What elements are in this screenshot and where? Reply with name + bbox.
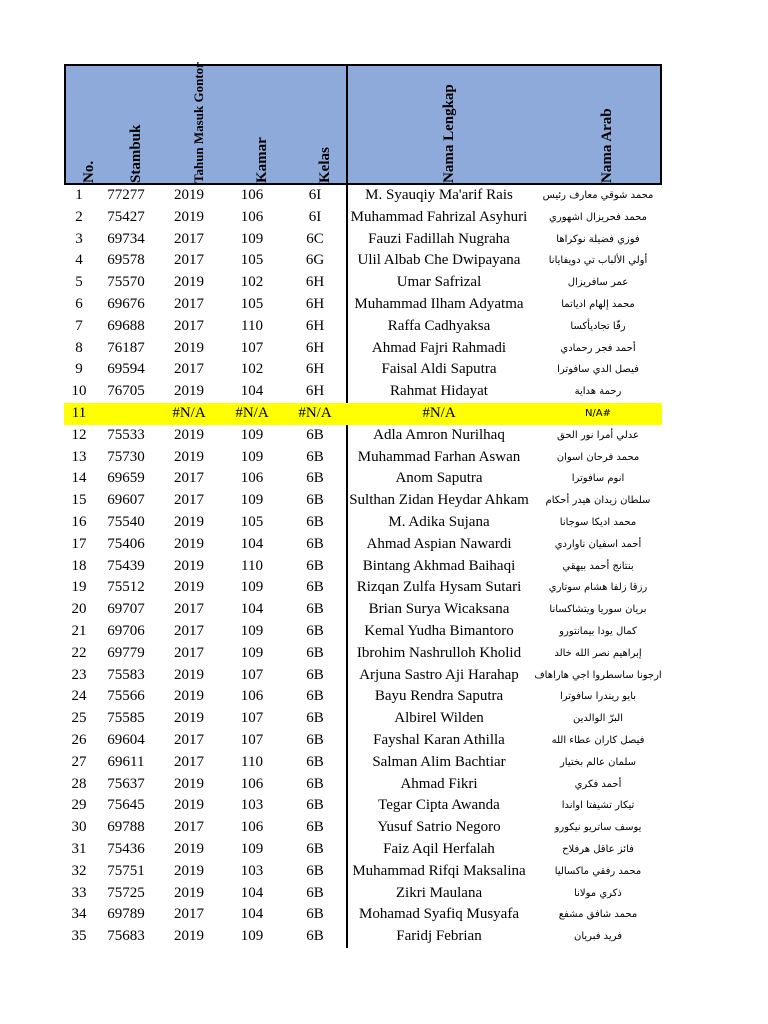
cell-nama: Muhammad Rifqi Maksalina: [352, 862, 526, 879]
cell-arab: محمد فرحان اسوان: [556, 451, 640, 463]
table-body: [64, 185, 662, 948]
cell-no: 29: [71, 797, 87, 814]
cell-kamar: 104: [240, 906, 264, 923]
cell-kelas: 6H: [305, 339, 325, 356]
cell-nama: Rahmat Hidayat: [390, 383, 488, 400]
cell-stambuk: 69594: [107, 361, 145, 378]
cell-tahun: #N/A: [172, 404, 206, 421]
cell-kamar: 107: [240, 710, 264, 727]
cell-tahun: 2017: [174, 601, 204, 618]
cell-tahun: 2017: [174, 492, 204, 509]
cell-kelas: 6B: [306, 492, 324, 509]
cell-kamar: 103: [240, 862, 264, 879]
table-row: [64, 556, 662, 578]
cell-tahun: 2019: [174, 383, 204, 400]
cell-kelas: 6B: [306, 666, 324, 683]
table-row: [64, 730, 662, 752]
cell-nama: Salman Alim Bachtiar: [372, 753, 506, 770]
cell-kelas: 6B: [306, 688, 324, 705]
header-kamar: [222, 66, 286, 185]
cell-no: 17: [71, 535, 87, 552]
table-row: [64, 926, 662, 948]
cell-tahun: 2017: [174, 622, 204, 639]
cell-kelas: 6G: [305, 252, 325, 269]
cell-kamar: 107: [240, 339, 264, 356]
cell-nama: Tegar Cipta Awanda: [378, 797, 500, 814]
cell-tahun: 2017: [174, 470, 204, 487]
table-header: [64, 64, 662, 185]
cell-kelas: 6B: [306, 644, 324, 661]
cell-arab: فيصل الدي سافوترا: [557, 364, 639, 376]
header-tahun: [160, 62, 222, 185]
cell-arab: عدلي أمرا نور الحق: [557, 429, 639, 441]
cell-tahun: 2017: [174, 361, 204, 378]
cell-tahun: 2019: [174, 187, 204, 203]
cell-nama: Mohamad Syafiq Musyafa: [359, 906, 519, 923]
cell-no: 31: [71, 840, 87, 857]
header-tahun-label: Tahun Masuk Gontor: [191, 62, 206, 183]
cell-tahun: 2019: [174, 797, 204, 814]
cell-stambuk: 69607: [107, 492, 145, 509]
table-row: [64, 904, 662, 926]
cell-tahun: 2019: [174, 775, 204, 792]
cell-kelas: 6B: [306, 906, 324, 923]
cell-stambuk: 75436: [107, 840, 145, 857]
cell-arab: محمد إلهام ادياتما: [561, 298, 635, 310]
header-no: [66, 66, 96, 185]
cell-kelas: 6B: [306, 819, 324, 836]
cell-kamar: 110: [241, 557, 263, 574]
cell-no: 14: [71, 470, 87, 487]
cell-kamar: 109: [240, 426, 264, 443]
cell-kamar: 102: [240, 361, 264, 378]
cell-stambuk: 76187: [107, 339, 145, 356]
cell-stambuk: 77277: [107, 187, 145, 203]
header-nama: [348, 66, 534, 185]
header-arab: [536, 66, 662, 185]
header-stambuk: [96, 66, 160, 185]
cell-no: 20: [71, 601, 87, 618]
cell-kamar: 103: [240, 797, 264, 814]
cell-tahun: 2017: [174, 731, 204, 748]
cell-kamar: 109: [240, 448, 264, 465]
cell-tahun: 2019: [174, 339, 204, 356]
table-row: [64, 621, 662, 643]
cell-no: 33: [71, 884, 87, 901]
cell-no: 19: [71, 579, 87, 596]
cell-stambuk: 75730: [107, 448, 145, 465]
cell-no: 32: [71, 862, 87, 879]
cell-tahun: 2019: [174, 535, 204, 552]
cell-no: 24: [71, 688, 87, 705]
cell-kamar: 109: [240, 230, 264, 247]
table-row: [64, 468, 662, 490]
cell-kamar: 106: [240, 819, 264, 836]
cell-kelas: 6B: [306, 840, 324, 857]
cell-stambuk: 69611: [107, 753, 145, 770]
cell-kelas: 6B: [306, 622, 324, 639]
cell-tahun: 2017: [174, 819, 204, 836]
cell-tahun: 2019: [174, 208, 204, 225]
cell-arab: البرّ الوالدين: [573, 713, 623, 725]
cell-no: 8: [75, 339, 83, 356]
cell-no: 4: [75, 252, 83, 269]
cell-nama: Ahmad Fajri Rahmadi: [371, 339, 507, 356]
cell-kamar: 109: [240, 644, 264, 661]
cell-tahun: 2017: [174, 230, 204, 247]
cell-arab: ذكري مولانا: [574, 887, 622, 899]
cell-tahun: 2019: [174, 688, 204, 705]
cell-no: 6: [75, 295, 83, 312]
cell-kelas: 6B: [306, 710, 324, 727]
cell-arab: محمد رفقي ماكساليا: [554, 865, 642, 877]
table-row: [64, 795, 662, 817]
cell-stambuk: 75583: [107, 666, 145, 683]
cell-stambuk: 75512: [107, 579, 145, 596]
cell-arab: أحمد اسفيان ناواردي: [554, 538, 642, 550]
cell-stambuk: 75751: [107, 862, 145, 879]
cell-tahun: 2019: [174, 840, 204, 857]
cell-stambuk: 69788: [107, 819, 145, 836]
cell-no: 1: [75, 187, 83, 203]
cell-nama: #N/A: [422, 404, 456, 421]
table-row: [64, 534, 662, 556]
cell-kelas: 6H: [305, 383, 325, 400]
table-row: [64, 839, 662, 861]
cell-no: 25: [71, 710, 87, 727]
cell-kamar: 110: [241, 317, 263, 334]
table-row: [64, 294, 662, 316]
cell-kamar: 109: [240, 492, 264, 509]
cell-stambuk: 69707: [107, 601, 145, 618]
header-kelas: [286, 66, 348, 185]
cell-tahun: 2019: [174, 862, 204, 879]
header-kelas-label: Kelas: [317, 147, 333, 183]
table-row: [64, 381, 662, 403]
cell-kelas: 6B: [306, 775, 324, 792]
cell-nama: Fauzi Fadillah Nugraha: [368, 230, 510, 247]
cell-stambuk: 75533: [107, 426, 145, 443]
cell-arab: فوزي فضيلة نوكراها: [556, 233, 640, 245]
cell-nama: Muhammad Ilham Adyatma: [354, 295, 524, 312]
table-row: [64, 338, 662, 360]
cell-arab: رفّا تجاديأكسا: [570, 320, 626, 332]
cell-no: 18: [71, 557, 87, 574]
cell-kamar: 105: [240, 252, 264, 269]
cell-stambuk: 75585: [107, 710, 145, 727]
cell-arab: أولي الألباب تي دويفايانا: [548, 255, 648, 267]
cell-arab: محمد شافق مشفع: [558, 909, 638, 921]
cell-arab: عمر سافريزال: [567, 277, 629, 289]
cell-stambuk: 75683: [107, 928, 145, 945]
cell-nama: Ahmad Fikri: [400, 775, 478, 792]
header-kamar-label: Kamar: [254, 137, 270, 183]
cell-kelas: 6B: [306, 557, 324, 574]
cell-kelas: 6I: [308, 187, 322, 203]
cell-tahun: 2017: [174, 317, 204, 334]
cell-arab: سلمان عالم بختيار: [559, 756, 637, 768]
table-row: [64, 185, 662, 207]
cell-tahun: 2017: [174, 906, 204, 923]
header-stambuk-label: Stambuk: [128, 124, 144, 183]
cell-kelas: 6I: [308, 208, 322, 225]
cell-tahun: 2019: [174, 426, 204, 443]
cell-kamar: 107: [240, 731, 264, 748]
cell-kelas: 6H: [305, 274, 325, 291]
cell-nama: Fayshal Karan Athilla: [373, 731, 505, 748]
table-row: [64, 817, 662, 839]
cell-arab: تيكار تشيفتا اواندا: [561, 800, 635, 812]
cell-nama: Umar Safrizal: [396, 274, 482, 291]
cell-arab: رزقا زلفا هشام سوتاري: [548, 582, 648, 594]
table-row: [64, 577, 662, 599]
table-row: [64, 490, 662, 512]
cell-kelas: 6H: [305, 317, 325, 334]
cell-stambuk: 75637: [107, 775, 145, 792]
cell-kamar: 102: [240, 274, 264, 291]
cell-nama: Bayu Rendra Saputra: [374, 688, 504, 705]
cell-stambuk: 69604: [107, 731, 145, 748]
cell-no: 27: [71, 753, 87, 770]
cell-kamar: 104: [240, 601, 264, 618]
cell-tahun: 2019: [174, 557, 204, 574]
cell-nama: Faiz Aqil Herfalah: [383, 840, 495, 857]
cell-kelas: 6B: [306, 884, 324, 901]
cell-kamar: 110: [241, 753, 263, 770]
cell-kamar: 109: [240, 622, 264, 639]
cell-kelas: 6H: [305, 295, 325, 312]
cell-kamar: 104: [240, 383, 264, 400]
cell-kelas: 6B: [306, 928, 324, 945]
cell-nama: Anom Saputra: [395, 470, 483, 487]
cell-tahun: 2019: [174, 274, 204, 291]
cell-stambuk: 69578: [107, 252, 145, 269]
cell-arab: محمد شوقي معارف رئيس: [542, 190, 654, 201]
cell-nama: Ibrohim Nashrulloh Kholid: [356, 644, 522, 661]
cell-stambuk: 75427: [107, 208, 145, 225]
cell-arab: رحمة هداية: [574, 386, 622, 398]
table-row: [64, 752, 662, 774]
table-row: [64, 708, 662, 730]
cell-arab: محمد اديكا سوجانا: [559, 516, 637, 528]
cell-kamar: 104: [240, 535, 264, 552]
cell-tahun: 2017: [174, 252, 204, 269]
cell-kamar: 106: [240, 688, 264, 705]
table-row: [64, 207, 662, 229]
cell-arab: بنتانج أحمد بيهقي: [562, 560, 634, 572]
cell-kamar: 106: [240, 208, 264, 225]
cell-kamar: 106: [240, 775, 264, 792]
cell-no: 28: [71, 775, 87, 792]
cell-arab: أحمد فجر رحمادي: [560, 342, 636, 354]
cell-stambuk: 69659: [107, 470, 145, 487]
cell-stambuk: 75566: [107, 688, 145, 705]
cell-no: 35: [71, 928, 87, 945]
cell-arab: #N/A: [584, 407, 612, 419]
cell-stambuk: 75645: [107, 797, 145, 814]
cell-no: 16: [71, 513, 87, 530]
cell-nama: Faisal Aldi Saputra: [381, 361, 497, 378]
cell-kelas: 6B: [306, 513, 324, 530]
cell-nama: Ulil Albab Che Dwipayana: [357, 252, 521, 269]
cell-kelas: #N/A: [298, 404, 332, 421]
cell-nama: Muhammad Fahrizal Asyhuri: [350, 208, 528, 225]
cell-nama: Faridj Febrian: [396, 928, 482, 945]
cell-no: 7: [75, 317, 83, 334]
cell-kelas: 6B: [306, 535, 324, 552]
cell-nama: Brian Surya Wicaksana: [368, 601, 510, 618]
cell-stambuk: 69706: [107, 622, 145, 639]
cell-no: 30: [71, 819, 87, 836]
cell-kelas: 6B: [306, 731, 324, 748]
cell-nama: Sulthan Zidan Heydar Ahkam: [349, 492, 529, 509]
cell-arab: كمال يودا بيمانتورو: [559, 625, 637, 637]
cell-nama: Raffa Cadhyaksa: [387, 317, 491, 334]
cell-nama: M. Adika Sujana: [388, 513, 490, 530]
cell-kamar: 107: [240, 666, 264, 683]
cell-tahun: 2019: [174, 579, 204, 596]
student-table: [64, 64, 662, 948]
cell-no: 15: [71, 492, 87, 509]
cell-stambuk: 75725: [107, 884, 145, 901]
cell-stambuk: 75540: [107, 513, 145, 530]
cell-kamar: 109: [240, 928, 264, 945]
cell-kamar: 109: [240, 579, 264, 596]
table-row: [64, 686, 662, 708]
cell-tahun: 2019: [174, 666, 204, 683]
cell-tahun: 2017: [174, 644, 204, 661]
table-row: [64, 272, 662, 294]
cell-kamar: 106: [240, 470, 264, 487]
header-no-label: No.: [81, 160, 97, 183]
cell-stambuk: 69734: [107, 230, 145, 247]
cell-tahun: 2019: [174, 513, 204, 530]
cell-tahun: 2019: [174, 928, 204, 945]
table-row: [64, 883, 662, 905]
cell-nama: Adla Amron Nurilhaq: [373, 426, 505, 443]
cell-kamar: 105: [240, 513, 264, 530]
cell-arab: فائز عاقل هرفلاح: [562, 843, 634, 855]
table-row: [64, 359, 662, 381]
cell-kamar: 109: [240, 840, 264, 857]
cell-stambuk: 69676: [107, 295, 145, 312]
table-row: [64, 250, 662, 272]
cell-nama: M. Syauqiy Ma'arif Rais: [365, 187, 513, 203]
cell-kamar: #N/A: [235, 404, 269, 421]
cell-kelas: 6C: [306, 230, 324, 247]
cell-stambuk: 75439: [107, 557, 145, 574]
cell-arab: محمد فحريزال اشهوري: [549, 211, 647, 223]
cell-stambuk: [94, 403, 158, 425]
cell-kelas: 6B: [306, 862, 324, 879]
cell-stambuk: 69688: [107, 317, 145, 334]
cell-tahun: 2019: [174, 710, 204, 727]
cell-arab: إبراهيم نصر الله خالد: [554, 647, 642, 659]
cell-nama: Muhammad Farhan Aswan: [357, 448, 521, 465]
cell-no: 13: [71, 448, 87, 465]
cell-arab: أحمد فكري: [574, 778, 622, 790]
table-row: [64, 403, 662, 425]
cell-kelas: 6B: [306, 579, 324, 596]
cell-stambuk: 76705: [107, 383, 145, 400]
cell-arab: فريد فبريان: [574, 931, 622, 943]
cell-no: 23: [71, 666, 87, 683]
cell-no: 5: [75, 274, 83, 291]
cell-nama: Rizqan Zulfa Hysam Sutari: [356, 579, 522, 596]
cell-no: 34: [71, 906, 87, 923]
cell-nama: Zikri Maulana: [395, 884, 483, 901]
cell-tahun: 2019: [174, 884, 204, 901]
header-arab-label: Nama Arab: [599, 108, 615, 183]
table-row: [64, 861, 662, 883]
table-row: [64, 425, 662, 447]
cell-nama: Yusuf Satrio Negoro: [377, 819, 501, 836]
table-row: [64, 447, 662, 469]
cell-no: 2: [75, 208, 83, 225]
cell-nama: Ahmad Aspian Nawardi: [366, 535, 512, 552]
cell-tahun: 2017: [174, 295, 204, 312]
cell-kelas: 6B: [306, 753, 324, 770]
cell-nama: Kemal Yudha Bimantoro: [364, 622, 514, 639]
cell-nama: Arjuna Sastro Aji Harahap: [359, 666, 519, 683]
cell-no: 3: [75, 230, 83, 247]
cell-no: 9: [75, 361, 83, 378]
cell-arab: بريان سوريا ويتشاكسانا: [549, 604, 647, 616]
cell-kamar: 104: [240, 884, 264, 901]
cell-no: 21: [71, 622, 87, 639]
cell-stambuk: 69789: [107, 906, 145, 923]
cell-kelas: 6B: [306, 448, 324, 465]
cell-stambuk: 69779: [107, 644, 145, 661]
cell-kelas: 6B: [306, 470, 324, 487]
cell-stambuk: 75406: [107, 535, 145, 552]
cell-no: 22: [71, 644, 87, 661]
cell-no: 12: [71, 426, 87, 443]
cell-arab: يوسف ساتريو نيكورو: [554, 822, 642, 834]
cell-tahun: 2017: [174, 753, 204, 770]
cell-kamar: 105: [240, 295, 264, 312]
cell-arab: سلطان زيدان هيدر أحكام: [545, 495, 651, 507]
cell-arab: فيصل كاران عطاء الله: [551, 734, 645, 746]
cell-nama: Bintang Akhmad Baihaqi: [362, 557, 516, 574]
cell-kelas: 6B: [306, 426, 324, 443]
cell-arab: ارجونا ساسطروا اجي هاراهاف: [534, 669, 662, 681]
cell-no: 10: [71, 383, 87, 400]
cell-kelas: 6B: [306, 601, 324, 618]
table-row: [64, 512, 662, 534]
table-row: [64, 643, 662, 665]
table-row: [64, 599, 662, 621]
cell-no: 26: [71, 731, 87, 748]
cell-kelas: 6H: [305, 361, 325, 378]
cell-arab: بايو ريندرا سافوترا: [559, 691, 637, 703]
cell-stambuk: 75570: [107, 274, 145, 291]
table-row: [64, 774, 662, 796]
table-row: [64, 665, 662, 687]
table-row: [64, 229, 662, 251]
header-nama-label: Nama Lengkap: [441, 84, 457, 183]
table-row: [64, 316, 662, 338]
cell-kelas: 6B: [306, 797, 324, 814]
cell-no: 11: [71, 404, 87, 421]
cell-kamar: 106: [240, 187, 264, 203]
cell-tahun: 2019: [174, 448, 204, 465]
cell-arab: انوم سافوترا: [571, 473, 625, 485]
cell-nama: Albirel Wilden: [394, 710, 484, 727]
